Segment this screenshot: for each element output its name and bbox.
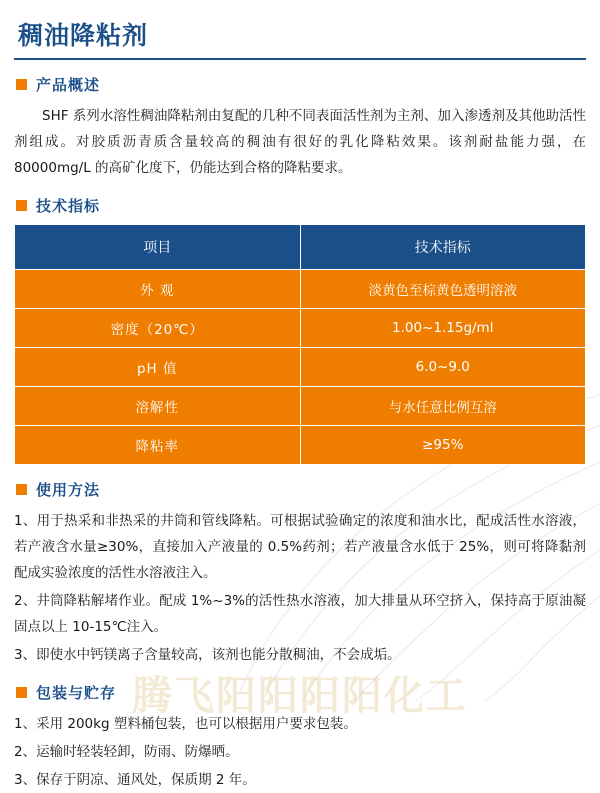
section-heading-usage	[16, 479, 586, 500]
packaging-item: 1、采用 200kg 塑料桶包装，也可以根据用户要求包装。	[14, 716, 357, 732]
square-bullet-icon	[16, 79, 27, 90]
usage-item: 3、即使水中钙镁离子含量较高，该剂也能分散稠油，不会成垢。	[14, 647, 401, 663]
cell-value: 6.0~9.0	[300, 348, 586, 387]
cell-item: 降粘率	[15, 426, 301, 465]
table-row	[15, 426, 586, 465]
cell-value: 1.00~1.15g/ml	[300, 309, 586, 348]
section-title: 技术指标	[36, 197, 101, 215]
cell-value: 与水任意比例互溶	[300, 387, 586, 426]
usage-list	[14, 508, 586, 668]
watermark-text: 腾飞阳阳阳阳化工	[132, 673, 468, 719]
section-title: 包装与贮存	[36, 684, 117, 702]
usage-item: 1、用于热采和非热采的井筒和管线降粘。可根据试验确定的浓度和油水比，配成活性水溶液，若产液含水量≥30%，直接加入产液量的 0.5%药剂；若产液量含水低于 25%，则可将降黏剂配成实验浓度的活性水溶液注入。	[14, 513, 586, 581]
table-header-row	[15, 225, 586, 270]
cell-item: 外 观	[15, 270, 301, 309]
cell-value: 淡黄色至棕黄色透明溶液	[300, 270, 586, 309]
overview-paragraph: SHF 系列水溶性稠油降粘剂由复配的几种不同表面活性剂为主剂、加入渗透剂及其他助活性剂组成。对胶质沥青质含量较高的稠油有很好的乳化降粘效果。该剂耐盐能力强，在 80000mg/L 的高矿化度下，仍能达到合格的降粘要求。	[14, 108, 586, 176]
column-header-value: 技术指标	[300, 225, 586, 270]
table-row	[15, 348, 586, 387]
section-heading-packaging	[16, 682, 586, 703]
cell-item: 密度（20℃）	[15, 309, 301, 348]
square-bullet-icon	[16, 200, 27, 211]
section-heading-overview	[16, 74, 586, 95]
table-row	[15, 270, 586, 309]
usage-item: 2、井筒降粘解堵作业。配成 1%~3%的活性热水溶液，加大排量从环空挤入，保持高于原油凝固点以上 10-15℃注入。	[14, 593, 586, 635]
table-row	[15, 309, 586, 348]
column-header-item: 项目	[15, 225, 301, 270]
section-heading-spec	[16, 195, 586, 216]
packaging-item: 3、保存于阴凉、通风处，保质期 2 年。	[14, 772, 256, 788]
square-bullet-icon	[16, 687, 27, 698]
table-row	[15, 387, 586, 426]
packaging-item: 2、运输时轻装轻卸，防雨、防爆晒。	[14, 744, 239, 760]
cell-value: ≥95%	[300, 426, 586, 465]
section-title: 产品概述	[36, 76, 101, 94]
packaging-list	[14, 711, 586, 793]
spec-table	[14, 224, 586, 465]
section-title: 使用方法	[36, 481, 101, 499]
title-divider	[14, 58, 586, 60]
cell-item: pH 值	[15, 348, 301, 387]
square-bullet-icon	[16, 484, 27, 495]
page-title: 稠油降粘剂	[18, 21, 149, 50]
document-content	[14, 16, 586, 793]
cell-item: 溶解性	[15, 387, 301, 426]
